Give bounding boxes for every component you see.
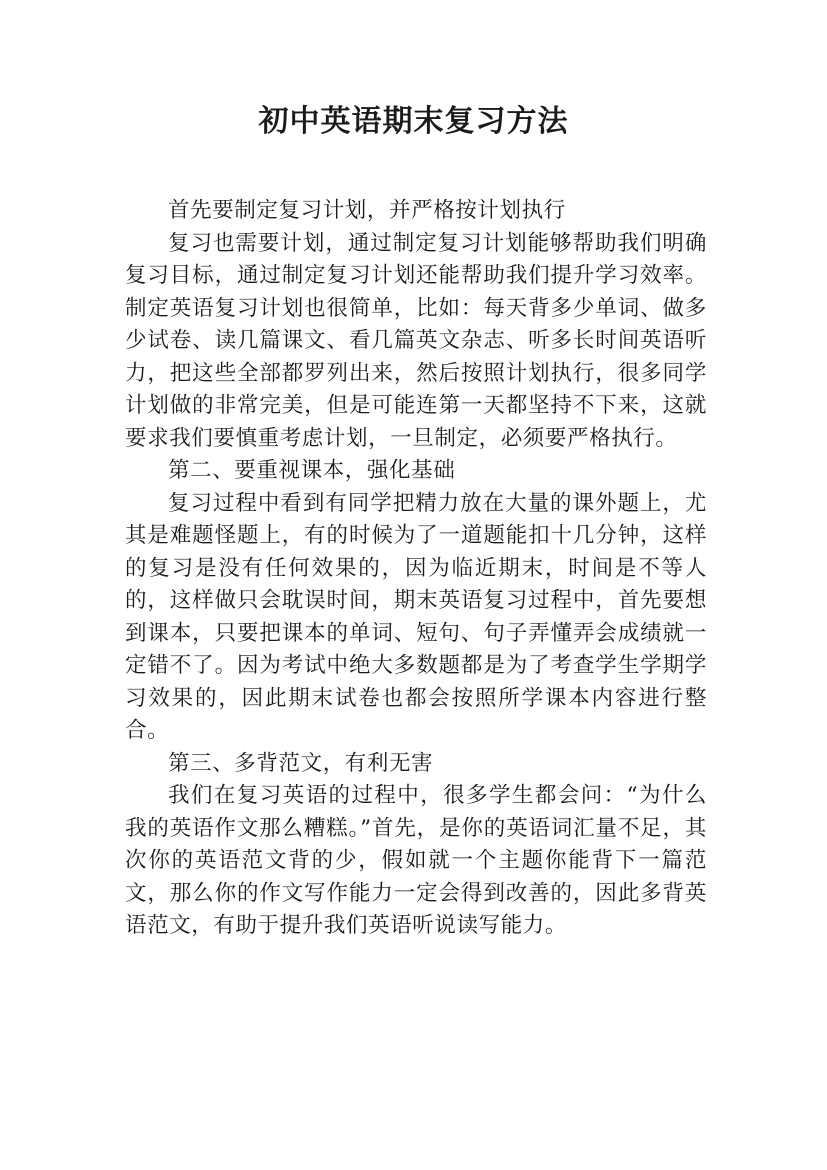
section-heading-3: 第三、多背范文，有利无害 <box>168 750 434 776</box>
section-body-3: 我们在复习英语的过程中，很多学生都会问：“为什么我的英语作文那么糟糕。”首先，是你的英语词汇量不足，其次你的英语范文背的少，假如就一个主题你能背下一篇范文，那么你的作文写作能力一定会得到改善的，因此多背英语范文，有助于提升我们英语听说读写能力。 <box>125 783 707 938</box>
document-title: 初中英语期末复习方法 <box>258 104 569 139</box>
document-body <box>125 195 707 943</box>
section-heading-2: 第二、要重视课本，强化基础 <box>168 458 456 483</box>
section-body-1: 复习也需要计划，通过制定复习计划能够帮助我们明确复习目标，通过制定复习计划还能帮助我们提升学习效率。制定英语复习计划也很简单，比如：每天背多少单词、做多少试卷、读几篇课文、看几篇英文杂志、听多长时间英语听力，把这些全部都罗列出来，然后按照计划执行，很多同学计划做的非常完美，但是可能连第一天都坚持不下来，这就要求我们要慎重考虑计划，一旦制定，必须要严格执行。 <box>125 230 707 451</box>
section-heading-1: 首先要制定复习计划，并严格按计划执行 <box>168 198 566 223</box>
section-body-2: 复习过程中看到有同学把精力放在大量的课外题上，尤其是难题怪题上，有的时候为了一道题能扣十几分钟，这样的复习是没有任何效果的，因为临近期末，时间是不等人的，这样做只会耽误时间，期末英语复习过程中，首先要想到课本，只要把课本的单词、短句、句子弄懂弄会成绩就一定错不了。因为考试中绝大多数题都是为了考查学生学期学习效果的，因此期末试卷也都会按照所学课本内容进行整合。 <box>125 490 707 743</box>
